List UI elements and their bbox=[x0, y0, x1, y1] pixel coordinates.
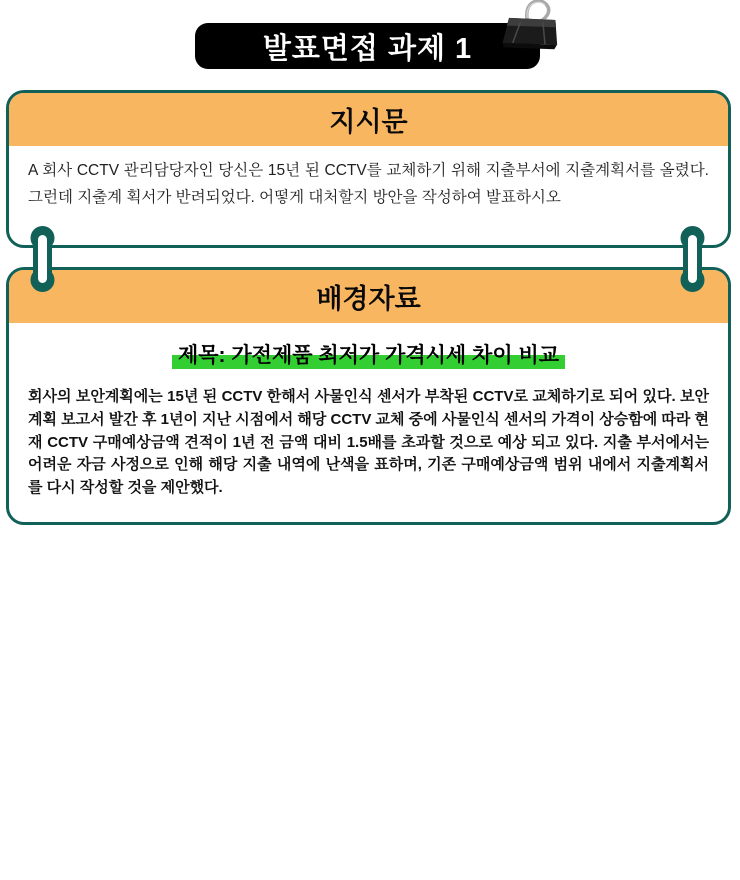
binder-clip-icon bbox=[496, 0, 568, 56]
instructions-header bbox=[9, 93, 728, 146]
background-title-highlighted: 제목: 가전제품 최저가 가격시세 차이 비교 bbox=[172, 344, 565, 370]
background-header bbox=[9, 270, 728, 323]
binding-ring-right-icon bbox=[680, 226, 705, 292]
background-text: 회사의 보안계획에는 15년 된 CCTV 한해서 사물인식 센서가 부착된 CCTV로 교체하기로 되어 있다. 보안계획 보고서 발간 후 1년이 지난 시점에서 해당 CCTV 교체 중에 사물인식 센서의 가격이 상승함에 따라 현재 CCTV 구매예상금액 견적이 1년 전 금액 대비 1.5배를 초과할 것으로 예상 되고 있다. 지출 부서에서는 어려운 자금 사정으로 인해 해당 지출 내역에 난색을 표하며, 기존 구매예상금액 범위 내에서 지출계획서를 다시 작성할 것을 제안했다. bbox=[28, 388, 709, 497]
task-title: 발표면접 과제 1 bbox=[262, 32, 473, 65]
task-title-banner bbox=[195, 23, 540, 69]
binding-ring-left-icon bbox=[30, 226, 55, 292]
instructions-text: A 회사 CCTV 관리담당자인 당신은 15년 된 CCTV를 교체하기 위해 지출부서에 지출계획서를 올렸다. 그런데 지출계 획서가 반려되었다. 어떻게 대처할지 방안을 작성하여 발표하시오 bbox=[28, 162, 709, 207]
instructions-card bbox=[6, 90, 731, 248]
instructions-header-label: 지시문 bbox=[329, 107, 408, 137]
background-header-label: 배경자료 bbox=[316, 284, 421, 314]
background-card bbox=[6, 267, 731, 525]
background-title-row bbox=[9, 339, 728, 369]
